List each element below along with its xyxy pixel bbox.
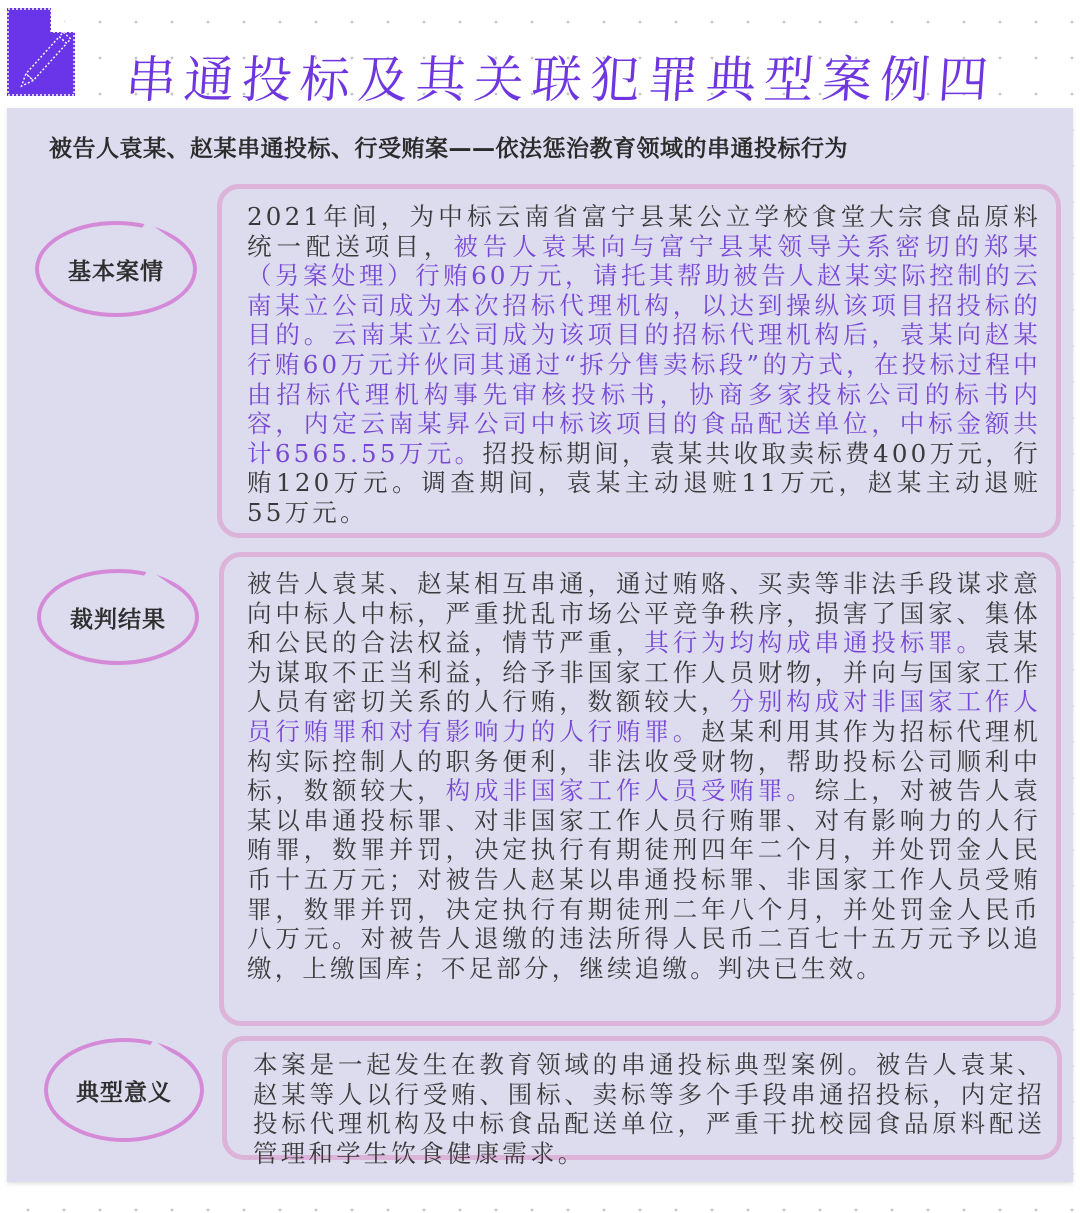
text-segment: 招投标期间，袁某共收取卖标费400万元，行贿120万元。调查期间，袁某主动退赃11万元，赵某主动退赃55万元。 <box>247 438 1041 527</box>
section-label-oval <box>37 569 199 665</box>
section-content-text <box>247 569 1041 983</box>
text-segment: 赵某利用其作为招标代理机构实际控制人的职务便利，非法收受财物，帮助投标公司顺利中标，数额较大， <box>247 716 1042 806</box>
section-label-oval <box>35 221 197 317</box>
highlighted-text-segment: 构成非国家工作人员受贿罪。 <box>445 776 815 806</box>
case-subtitle: 被告人袁某、赵某串通投标、行受贿案——依法惩治教育领域的串通投标行为 <box>49 136 848 162</box>
section-content-text <box>247 202 1041 528</box>
section-label: 基本案情 <box>68 258 164 285</box>
header <box>0 0 1080 109</box>
text-segment: 本案是一起发生在教育领域的串通投标典型案例。被告人袁某、赵某等人以行受贿、围标、卖标等多个手段串通招投标，内定招投标代理机构及中标食品配送单位，严重干扰校园食品原料配送管理和学生饮食健康需求。 <box>253 1050 1045 1168</box>
page-title: 串通投标及其关联犯罪典型案例四 <box>123 50 999 109</box>
text-segment: 袁某为谋取不正当利益，给予非国家工作人员财物，并向与国家工作人员有密切关系的人行贿，数额较大， <box>247 628 1041 717</box>
highlighted-text-segment: 被告人袁某向与富宁县某领导关系密切的郑某（另案处理）行贿60万元，请托其帮助被告人赵某实际控制的云南某立公司成为本次招标代理机构，以达到操纵该项目招投标的目的。云南某立公司成为该项目的招标代理机构后，袁某向赵某行贿60万元并伙同其通过“拆分售卖标段”的方式，在投标过程中由招标代理机构事先审核投标书，协商多家投标公司的标书内容，内定云南某昇公司中标该项目的食品配送单位，中标金额共计6565.55万元。 <box>247 231 1041 468</box>
case-panel <box>7 108 1073 1182</box>
text-segment: 综上，对被告人袁某以串通投标罪、对非国家工作人员行贿罪、对有影响力的人行贿罪，数罪并罚，决定执行有期徒刑四年二个月，并处罚金人民币十五万元；对被告人赵某以串通投标罪、非国家工作人员受贿罪，数罪并罚，决定执行有期徒刑二年八个月，并处罚金人民币八万元。对被告人退缴的违法所得人民币二百七十五万元予以追缴，上缴国库；不足部分，继续追缴。判决已生效。 <box>247 776 1041 983</box>
section-label-oval <box>44 1038 204 1142</box>
section-label: 典型意义 <box>76 1079 172 1106</box>
highlighted-text-segment: 其行为均构成串通投标罪。 <box>644 628 985 658</box>
document-pen-icon <box>7 8 83 96</box>
highlighted-text-segment: 分别构成对非国家工作人员行贿罪和对有影响力的人行贿罪。 <box>247 687 1041 746</box>
text-segment: 被告人袁某、赵某相互串通，通过贿赂、买卖等非法手段谋求意向中标人中标，严重扰乱市场公平竞争秩序，损害了国家、集体和公民的合法权益，情节严重， <box>247 569 1041 658</box>
text-segment: 2021年间，为中标云南省富宁县某公立学校食堂大宗食品原料统一配送项目， <box>247 202 1041 261</box>
section-label: 裁判结果 <box>70 606 166 633</box>
section-content-text <box>253 1050 1045 1168</box>
